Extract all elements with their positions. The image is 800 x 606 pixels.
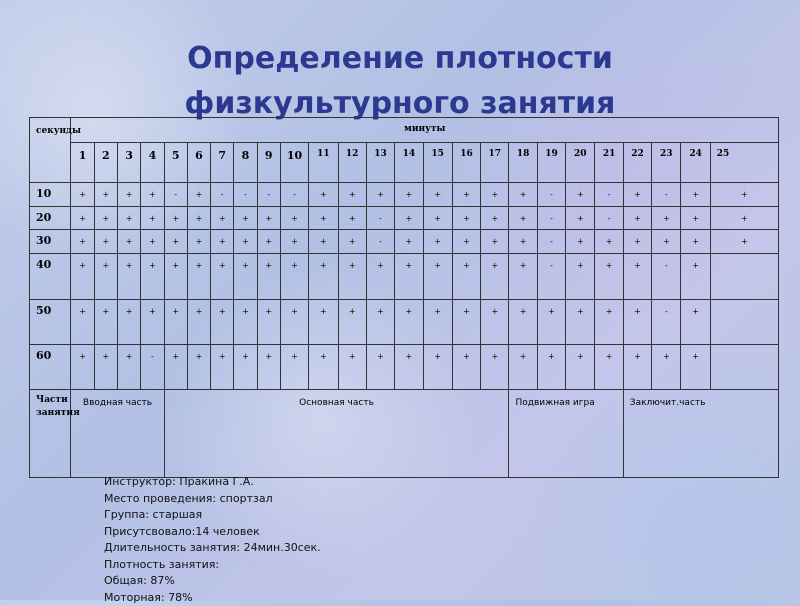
activity-mark: +	[681, 254, 710, 300]
minute-number: 8	[234, 143, 257, 183]
activity-mark: +	[338, 230, 366, 254]
activity-mark: +	[423, 254, 452, 300]
seconds-header-text: секунды	[36, 126, 81, 136]
activity-mark: +	[566, 230, 595, 254]
activity-mark: +	[280, 230, 308, 254]
activity-mark: +	[652, 230, 681, 254]
activity-mark: +	[395, 207, 423, 230]
activity-mark: -	[164, 183, 187, 207]
minute-number: 12	[338, 143, 366, 183]
activity-mark: +	[452, 207, 480, 230]
minute-number: 17	[481, 143, 509, 183]
density-table	[29, 117, 779, 478]
activity-mark: +	[566, 254, 595, 300]
activity-mark: -	[537, 230, 565, 254]
activity-mark: +	[257, 207, 280, 230]
activity-mark: +	[623, 300, 651, 345]
activity-mark: +	[652, 345, 681, 390]
activity-mark: +	[509, 254, 537, 300]
activity-mark: +	[118, 300, 141, 345]
lesson-info	[104, 474, 321, 606]
minute-number: 7	[211, 143, 234, 183]
activity-mark: +	[423, 207, 452, 230]
activity-mark: +	[537, 345, 565, 390]
activity-mark: +	[452, 300, 480, 345]
seconds-row	[30, 345, 779, 390]
minute-number: 22	[623, 143, 651, 183]
activity-mark: +	[623, 207, 651, 230]
seconds-row	[30, 254, 779, 300]
row-label: 40	[30, 254, 71, 300]
activity-mark: +	[211, 254, 234, 300]
row-label: 60	[30, 345, 71, 390]
activity-mark: -	[280, 183, 308, 207]
row-label: 30	[30, 230, 71, 254]
activity-mark: +	[187, 183, 210, 207]
activity-mark: +	[537, 300, 565, 345]
activity-mark: -	[595, 183, 623, 207]
activity-mark: +	[338, 345, 366, 390]
activity-mark: +	[94, 345, 117, 390]
activity-mark: +	[481, 230, 509, 254]
minute-number: 11	[309, 143, 338, 183]
activity-mark: +	[509, 345, 537, 390]
activity-mark: +	[395, 345, 423, 390]
activity-mark: +	[481, 300, 509, 345]
activity-mark: +	[395, 230, 423, 254]
activity-mark: +	[164, 230, 187, 254]
activity-mark	[710, 345, 778, 390]
activity-mark: +	[164, 345, 187, 390]
activity-mark: +	[118, 254, 141, 300]
part-intro: Вводная часть	[71, 390, 164, 478]
activity-mark: +	[141, 254, 164, 300]
activity-mark: +	[280, 254, 308, 300]
activity-mark: +	[481, 345, 509, 390]
info-line: Плотность занятия:	[104, 557, 321, 574]
activity-mark: +	[595, 230, 623, 254]
row-label: 50	[30, 300, 71, 345]
minute-number: 20	[566, 143, 595, 183]
activity-mark: +	[94, 254, 117, 300]
minute-number: 4	[141, 143, 164, 183]
activity-mark: +	[187, 230, 210, 254]
activity-mark: +	[423, 300, 452, 345]
activity-mark: +	[211, 207, 234, 230]
parts-header: Части занятия	[30, 390, 71, 478]
activity-mark: +	[118, 183, 141, 207]
minute-number: 1	[71, 143, 94, 183]
activity-mark: +	[309, 230, 338, 254]
activity-mark	[710, 300, 778, 345]
activity-mark: +	[623, 230, 651, 254]
activity-mark: +	[187, 254, 210, 300]
minute-number: 23	[652, 143, 681, 183]
info-line: Группа: старшая	[104, 507, 321, 524]
minute-number: 10	[280, 143, 308, 183]
activity-mark: +	[710, 207, 778, 230]
activity-mark: -	[257, 183, 280, 207]
activity-mark	[710, 254, 778, 300]
minute-number: 19	[537, 143, 565, 183]
activity-mark: +	[71, 254, 94, 300]
activity-mark: +	[280, 207, 308, 230]
seconds-header	[30, 118, 71, 183]
activity-mark: +	[164, 207, 187, 230]
activity-mark: +	[623, 345, 651, 390]
activity-mark: -	[234, 183, 257, 207]
activity-mark: -	[537, 254, 565, 300]
page-title	[0, 36, 800, 126]
activity-mark: -	[537, 207, 565, 230]
activity-mark: +	[595, 254, 623, 300]
seconds-row	[30, 207, 779, 230]
minute-number: 16	[452, 143, 480, 183]
part-game: Подвижная игра	[509, 390, 623, 478]
activity-mark: +	[395, 183, 423, 207]
part-final: Заключит.часть	[623, 390, 778, 478]
minute-number: 21	[595, 143, 623, 183]
activity-mark: +	[652, 207, 681, 230]
title-line-1: Определение плотности	[187, 41, 613, 76]
activity-mark: +	[211, 230, 234, 254]
minute-number: 9	[257, 143, 280, 183]
activity-mark: -	[652, 300, 681, 345]
info-line: Присутсвовало:14 человек	[104, 524, 321, 541]
title-line-2: физкультурного занятия	[185, 86, 616, 121]
activity-mark: +	[595, 300, 623, 345]
info-line: Общая: 87%	[104, 573, 321, 590]
activity-mark: +	[234, 230, 257, 254]
minute-number: 15	[423, 143, 452, 183]
activity-mark: +	[481, 207, 509, 230]
info-line: Место проведения: спортзал	[104, 491, 321, 508]
minute-number: 24	[681, 143, 710, 183]
activity-mark: +	[681, 300, 710, 345]
activity-mark: +	[118, 207, 141, 230]
activity-mark: +	[595, 345, 623, 390]
seconds-row	[30, 230, 779, 254]
activity-mark: -	[595, 207, 623, 230]
seconds-row	[30, 300, 779, 345]
activity-mark: +	[338, 254, 366, 300]
activity-mark: +	[309, 345, 338, 390]
activity-mark: +	[423, 345, 452, 390]
activity-mark: +	[164, 300, 187, 345]
activity-mark: +	[187, 207, 210, 230]
activity-mark: -	[652, 254, 681, 300]
activity-mark: +	[309, 183, 338, 207]
activity-mark: +	[509, 183, 537, 207]
activity-mark: +	[366, 345, 394, 390]
minute-number: 14	[395, 143, 423, 183]
activity-mark: +	[187, 345, 210, 390]
activity-mark: -	[366, 230, 394, 254]
activity-mark: +	[366, 254, 394, 300]
activity-mark: +	[141, 230, 164, 254]
activity-mark: -	[652, 183, 681, 207]
minute-number: 6	[187, 143, 210, 183]
seconds-row	[30, 183, 779, 207]
activity-mark: +	[71, 207, 94, 230]
activity-mark: +	[309, 207, 338, 230]
activity-mark: +	[257, 230, 280, 254]
minute-number: 5	[164, 143, 187, 183]
activity-mark: +	[623, 183, 651, 207]
activity-mark: +	[481, 183, 509, 207]
activity-mark: +	[566, 183, 595, 207]
activity-mark: +	[234, 254, 257, 300]
activity-mark: +	[309, 254, 338, 300]
info-line: Длительность занятия: 24мин.30сек.	[104, 540, 321, 557]
activity-mark: -	[211, 183, 234, 207]
activity-mark: +	[509, 230, 537, 254]
activity-mark: +	[94, 207, 117, 230]
minute-number: 13	[366, 143, 394, 183]
row-label: 20	[30, 207, 71, 230]
activity-mark: +	[71, 230, 94, 254]
activity-mark: +	[280, 345, 308, 390]
activity-mark: +	[141, 183, 164, 207]
activity-mark: +	[452, 345, 480, 390]
activity-mark: +	[452, 183, 480, 207]
activity-mark: +	[710, 230, 778, 254]
activity-mark: +	[257, 254, 280, 300]
activity-mark: +	[257, 345, 280, 390]
minute-number: 18	[509, 143, 537, 183]
activity-mark: +	[395, 254, 423, 300]
activity-mark: +	[623, 254, 651, 300]
activity-mark: +	[566, 207, 595, 230]
activity-mark: +	[681, 230, 710, 254]
activity-mark: +	[94, 183, 117, 207]
activity-mark: +	[141, 300, 164, 345]
minutes-header: минуты	[71, 118, 779, 143]
activity-mark: +	[509, 300, 537, 345]
part-main: Основная часть	[164, 390, 509, 478]
activity-mark: +	[71, 300, 94, 345]
lesson-parts-row	[30, 390, 779, 478]
activity-mark: +	[395, 300, 423, 345]
activity-mark: +	[509, 207, 537, 230]
activity-mark: -	[366, 207, 394, 230]
activity-mark: +	[452, 254, 480, 300]
activity-mark: +	[309, 300, 338, 345]
activity-mark: +	[71, 345, 94, 390]
activity-mark: +	[234, 300, 257, 345]
activity-mark: +	[164, 254, 187, 300]
activity-mark: +	[452, 230, 480, 254]
activity-mark: +	[234, 207, 257, 230]
minute-number: 25	[710, 143, 778, 183]
activity-mark: +	[566, 345, 595, 390]
activity-mark: -	[537, 183, 565, 207]
activity-mark: +	[141, 207, 164, 230]
activity-mark: +	[681, 183, 710, 207]
minute-numbers-row	[30, 143, 779, 183]
activity-mark: +	[71, 183, 94, 207]
activity-mark: +	[118, 345, 141, 390]
activity-mark: +	[710, 183, 778, 207]
activity-mark: +	[481, 254, 509, 300]
activity-mark: -	[141, 345, 164, 390]
activity-mark: +	[94, 300, 117, 345]
activity-mark: +	[280, 300, 308, 345]
activity-mark: +	[423, 183, 452, 207]
activity-mark: +	[187, 300, 210, 345]
activity-mark: +	[366, 183, 394, 207]
activity-mark: +	[681, 345, 710, 390]
info-line: Инструктор: Пракина Г.А.	[104, 474, 321, 491]
activity-mark: +	[338, 183, 366, 207]
activity-mark: +	[423, 230, 452, 254]
activity-mark: +	[211, 345, 234, 390]
activity-mark: +	[118, 230, 141, 254]
activity-mark: +	[681, 207, 710, 230]
activity-mark: +	[338, 207, 366, 230]
activity-mark: +	[366, 300, 394, 345]
row-label: 10	[30, 183, 71, 207]
activity-mark: +	[94, 230, 117, 254]
activity-mark: +	[338, 300, 366, 345]
activity-mark: +	[234, 345, 257, 390]
info-line: Моторная: 78%	[104, 590, 321, 606]
activity-mark: +	[566, 300, 595, 345]
minute-number: 2	[94, 143, 117, 183]
activity-mark: +	[257, 300, 280, 345]
minute-number: 3	[118, 143, 141, 183]
activity-mark: +	[211, 300, 234, 345]
